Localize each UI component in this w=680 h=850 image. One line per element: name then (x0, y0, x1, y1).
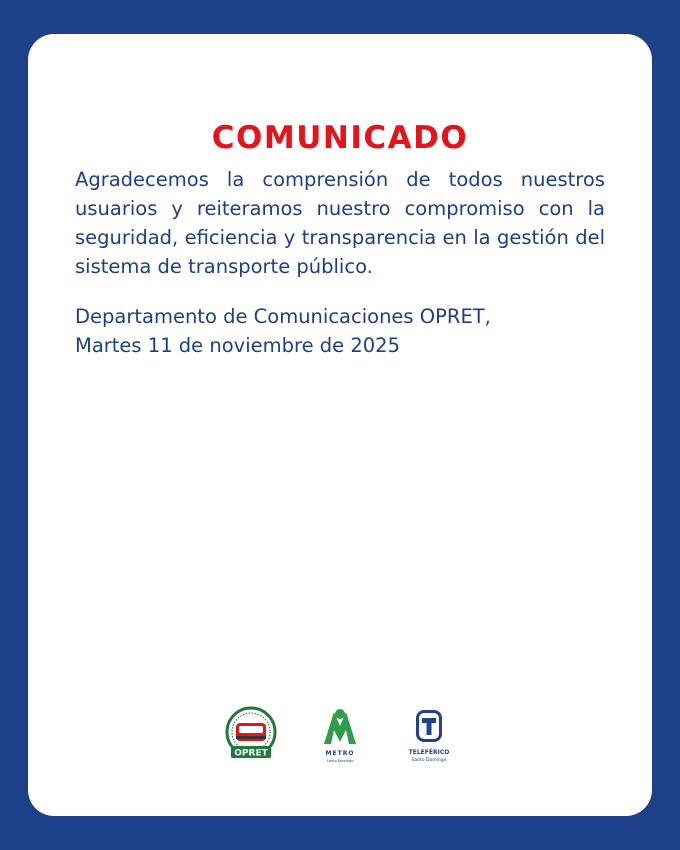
teleferico-logo-text: TELEFÉRICO (408, 749, 450, 756)
announcement-title: COMUNICADO (211, 120, 469, 156)
teleferico-logo-subtext: Santo Domingo (411, 758, 447, 763)
signature-line: Departamento de Comunicaciones OPRET, (75, 305, 491, 328)
announcement-paragraph: Agradecemos la comprensión de todos nuestros usuarios y reiteramos nuestro compromiso con la seguridad, eficiencia y transparencia en la gestión del sistema de transporte público. (75, 168, 605, 278)
opret-logo (222, 706, 280, 766)
teleferico-logo (404, 706, 454, 766)
metro-logo-text: METRO (325, 750, 355, 757)
date-line: Martes 11 de noviembre de 2025 (75, 334, 400, 357)
opret-logo-text: OPRET (234, 748, 268, 759)
announcement-card (28, 34, 652, 816)
metro-logo-subtext: Santo Domingo (326, 759, 354, 763)
logo-row (216, 706, 476, 770)
metro-logo (320, 706, 360, 766)
announcement-signature (75, 302, 605, 360)
